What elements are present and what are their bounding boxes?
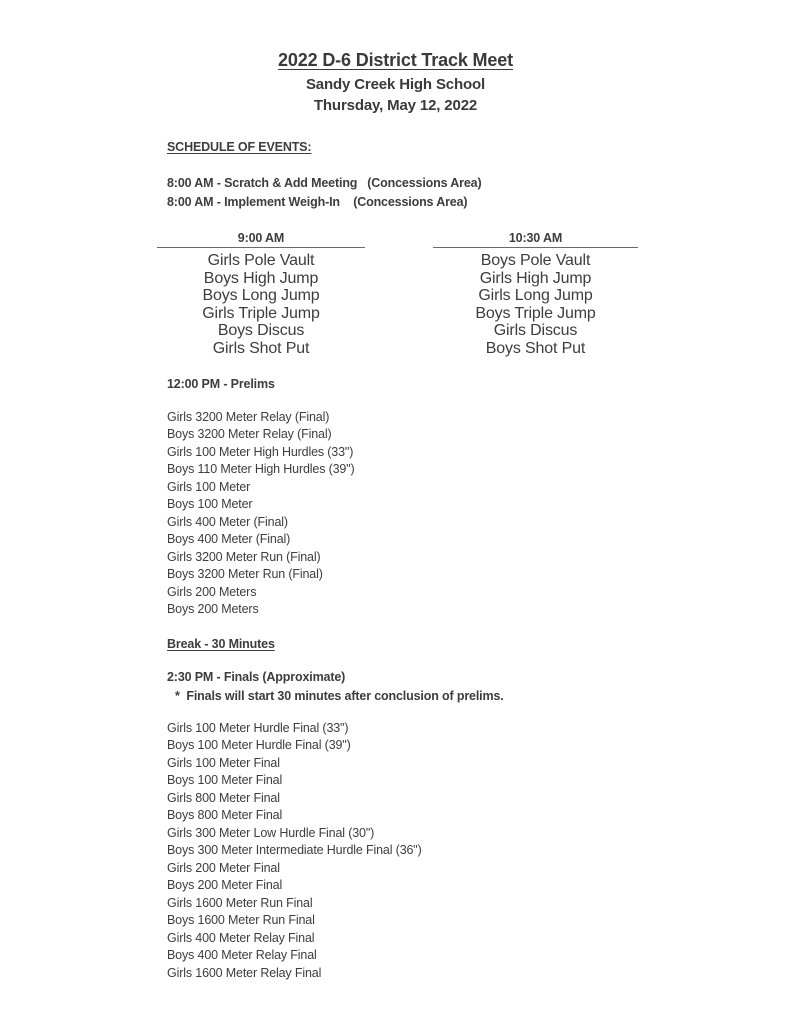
school-name: Sandy Creek High School	[305, 76, 486, 93]
session-event-list	[157, 248, 365, 357]
prelims-heading: 12:00 PM - Prelims	[167, 377, 275, 391]
prelims-event: Boys 110 Meter High Hurdles (39")	[167, 462, 355, 476]
session-column-9am	[157, 231, 365, 357]
finals-event: Boys 300 Meter Intermediate Hurdle Final (36")	[167, 843, 422, 857]
prelims-event: Girls 100 Meter High Hurdles (33")	[167, 444, 354, 459]
session-event: Girls Discus	[493, 322, 578, 339]
finals-event: Boys 1600 Meter Run Final	[167, 913, 315, 927]
schedule-of-events-heading: SCHEDULE OF EVENTS:	[167, 140, 312, 154]
finals-event: Girls 100 Meter Hurdle Final (33")	[167, 720, 349, 735]
finals-event: Girls 1600 Meter Relay Final	[167, 965, 322, 980]
session-column-1030am	[433, 231, 638, 357]
prelims-event: Girls 400 Meter (Final)	[167, 514, 288, 529]
prelims-event: Boys 100 Meter	[167, 497, 253, 511]
document-body-lower	[167, 376, 741, 982]
session-event: Boys Discus	[217, 322, 305, 339]
prelims-event: Girls 3200 Meter Run (Final)	[167, 549, 321, 564]
finals-event: Boys 800 Meter Final	[167, 808, 283, 822]
meeting-line: 8:00 AM - Implement Weigh-In (Concessions Area)	[167, 194, 468, 209]
finals-event: Girls 1600 Meter Run Final	[167, 895, 313, 910]
finals-event: Boys 200 Meter Final	[167, 878, 283, 892]
session-event: Boys High Jump	[203, 269, 319, 287]
break-heading: Break - 30 Minutes	[167, 636, 275, 651]
session-event: Girls Long Jump	[478, 287, 593, 304]
session-event: Girls Pole Vault	[207, 252, 315, 269]
finals-event: Boys 100 Meter Final	[167, 773, 283, 787]
finals-event: Girls 300 Meter Low Hurdle Final (30")	[167, 825, 375, 840]
meet-date: Thursday, May 12, 2022	[313, 97, 478, 114]
prelims-event: Girls 3200 Meter Relay (Final)	[167, 409, 330, 424]
session-time-header: 9:00 AM	[157, 231, 365, 248]
session-event: Girls Triple Jump	[202, 304, 320, 322]
finals-event: Girls 800 Meter Final	[167, 790, 280, 805]
finals-event: Girls 200 Meter Final	[167, 860, 280, 875]
session-event: Boys Shot Put	[485, 339, 586, 357]
finals-event: Boys 400 Meter Relay Final	[167, 948, 317, 962]
document-header	[0, 0, 791, 116]
morning-meetings	[167, 174, 741, 211]
prelims-event-list	[167, 409, 741, 619]
field-event-sessions	[0, 231, 791, 357]
session-time-header: 10:30 AM	[433, 231, 638, 248]
finals-event: Girls 400 Meter Relay Final	[167, 930, 315, 945]
finals-event-list	[167, 720, 741, 983]
finals-note: * Finals will start 30 minutes after conclusion of prelims.	[175, 688, 504, 703]
session-event: Boys Pole Vault	[480, 252, 591, 269]
prelims-event: Boys 3200 Meter Run (Final)	[167, 567, 323, 581]
session-event-list	[433, 248, 638, 357]
finals-event: Girls 100 Meter Final	[167, 755, 280, 770]
session-event: Girls High Jump	[479, 269, 592, 287]
meeting-line: 8:00 AM - Scratch & Add Meeting (Concessions Area)	[167, 176, 482, 190]
page-title: 2022 D-6 District Track Meet	[278, 50, 513, 70]
prelims-event: Boys 3200 Meter Relay (Final)	[167, 427, 332, 441]
prelims-event: Boys 400 Meter (Final)	[167, 532, 291, 546]
finals-heading: 2:30 PM - Finals (Approximate)	[167, 670, 346, 684]
prelims-event: Boys 200 Meters	[167, 602, 259, 616]
session-event: Boys Long Jump	[202, 287, 320, 304]
prelims-event: Girls 200 Meters	[167, 584, 257, 599]
finals-event: Boys 100 Meter Hurdle Final (39")	[167, 738, 351, 752]
session-event: Boys Triple Jump	[475, 304, 596, 322]
session-event: Girls Shot Put	[212, 339, 310, 357]
document-body	[167, 116, 741, 211]
prelims-event: Girls 100 Meter	[167, 479, 251, 494]
